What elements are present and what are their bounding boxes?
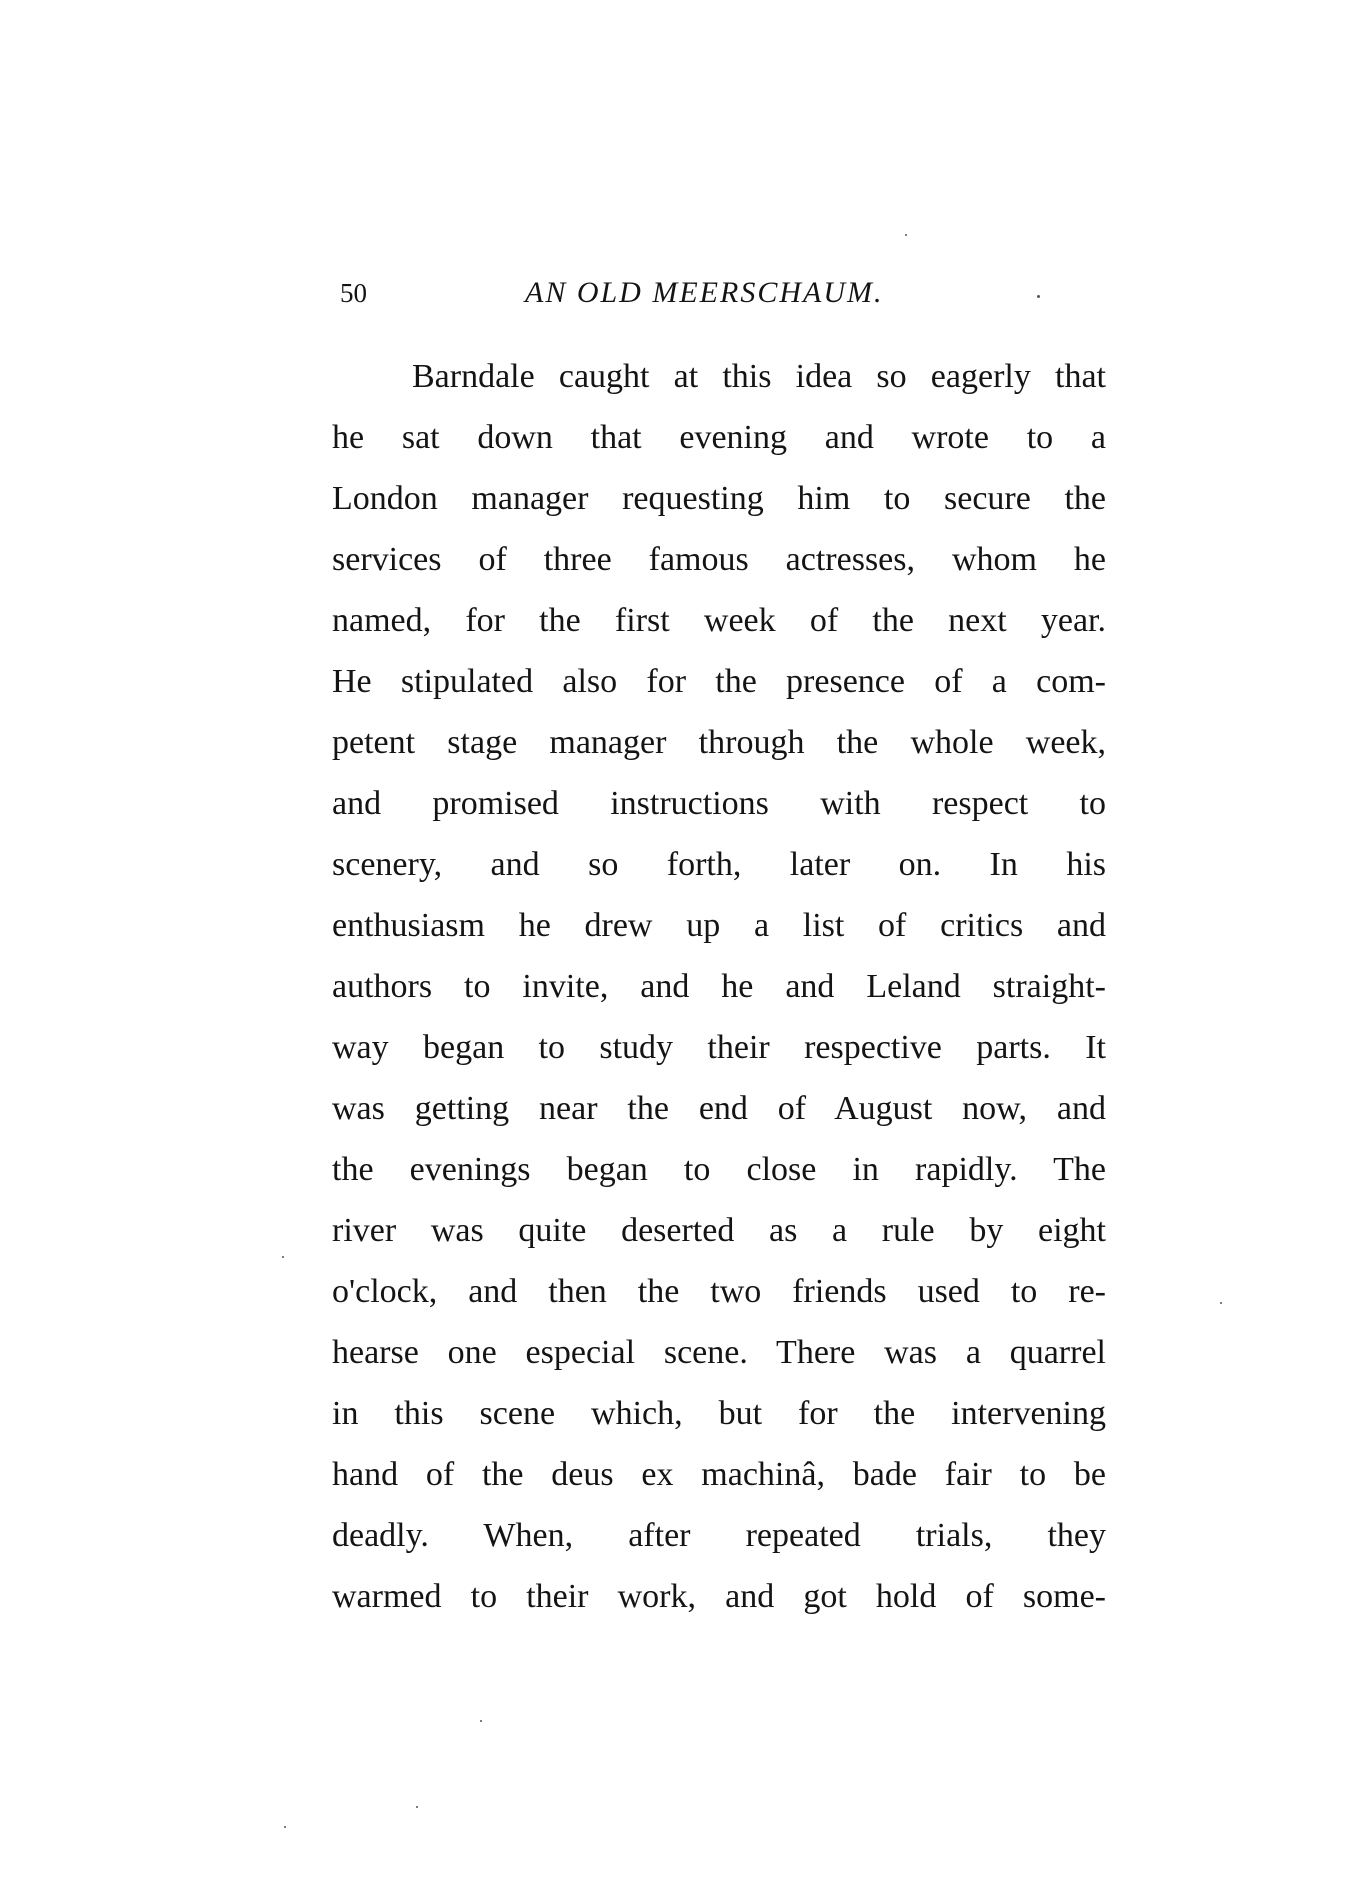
text-line: Barndale caught at this idea so eagerly that	[412, 358, 1106, 395]
running-head	[340, 278, 1060, 318]
scan-speck	[1220, 1302, 1222, 1304]
text-line: way began to study their respective parts. It	[332, 1029, 1106, 1066]
text-line: scenery, and so forth, later on. In his	[332, 846, 1106, 883]
text-line: the evenings began to close in rapidly. The	[332, 1151, 1106, 1188]
scan-speck	[480, 1720, 482, 1722]
text-line: and promised instructions with respect to	[332, 785, 1106, 822]
text-line: services of three famous actresses, whom he	[332, 541, 1106, 578]
scan-speck	[416, 1806, 418, 1808]
text-line: enthusiasm he drew up a list of critics and	[332, 907, 1106, 944]
text-line: was getting near the end of August now, and	[332, 1090, 1106, 1127]
text-line: warmed to their work, and got hold of some-	[332, 1578, 1106, 1615]
running-title: AN OLD MEERSCHAUM.	[525, 276, 884, 309]
text-line: hearse one especial scene. There was a quarrel	[332, 1334, 1106, 1371]
text-line: London manager requesting him to secure the	[332, 480, 1106, 517]
text-line: o'clock, and then the two friends used to re-	[332, 1273, 1106, 1310]
text-line: he sat down that evening and wrote to a	[332, 419, 1106, 456]
text-line: petent stage manager through the whole week,	[332, 724, 1106, 761]
text-line: named, for the first week of the next year.	[332, 602, 1106, 639]
scan-speck	[1037, 295, 1040, 298]
text-line: hand of the deus ex machinâ, bade fair to be	[332, 1456, 1106, 1493]
body-text	[332, 346, 1106, 1627]
text-line: in this scene which, but for the intervening	[332, 1395, 1106, 1432]
text-line: deadly. When, after repeated trials, they	[332, 1517, 1106, 1554]
scan-speck	[905, 234, 907, 236]
page-number: 50	[340, 278, 367, 308]
scan-speck	[282, 1256, 284, 1258]
text-line: authors to invite, and he and Leland straight-	[332, 968, 1106, 1005]
scan-speck	[284, 1826, 286, 1828]
text-line: He stipulated also for the presence of a com-	[332, 663, 1106, 700]
text-line: river was quite deserted as a rule by eight	[332, 1212, 1106, 1249]
